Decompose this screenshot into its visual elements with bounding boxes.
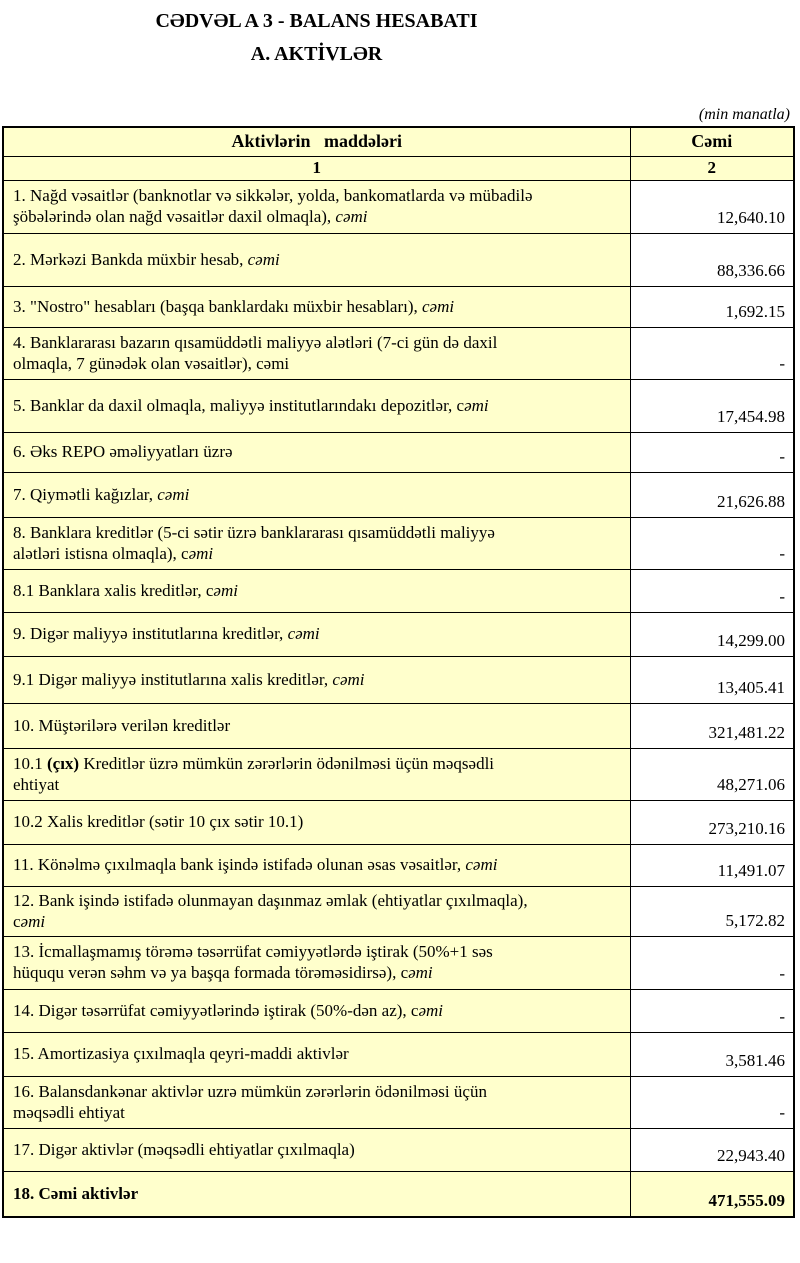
item-label-text: 10. Müştərilərə verilən kreditlər bbox=[13, 715, 231, 735]
item-label-text: cəmi bbox=[332, 669, 365, 689]
item-label-text: cəmi bbox=[422, 296, 455, 316]
table-row bbox=[3, 703, 794, 748]
item-label-cell bbox=[3, 989, 630, 1032]
item-label-cell bbox=[3, 327, 630, 379]
table-row bbox=[3, 327, 794, 379]
item-value-cell: 14,299.00 bbox=[630, 612, 794, 656]
item-label-cell bbox=[3, 800, 630, 844]
table-row bbox=[3, 233, 794, 286]
item-value-cell: 11,491.07 bbox=[630, 844, 794, 886]
table-row bbox=[3, 1076, 794, 1128]
item-label-cell bbox=[3, 612, 630, 656]
title-block bbox=[2, 5, 631, 71]
item-label-text: Kreditlər üzrə mümkün zərərlərin ödənilməsi üçün məqsədli bbox=[79, 753, 495, 773]
item-value-cell: 88,336.66 bbox=[630, 233, 794, 286]
item-label-cell bbox=[3, 1171, 630, 1217]
item-label-text: 4. Banklararası bazarın qısamüddətli maliyyə alətləri (7-ci gün də daxil bbox=[13, 332, 498, 352]
item-value-cell: - bbox=[630, 1076, 794, 1128]
item-label-text: 1. Nağd vəsaitlər (banknotlar və sikkələr, yolda, bankomatlarda və mübadilə bbox=[13, 186, 533, 205]
item-label-cell bbox=[3, 432, 630, 472]
report-title: CƏDVƏL A 3 - BALANS HESABATI bbox=[155, 10, 478, 32]
item-value-cell: 1,692.15 bbox=[630, 286, 794, 327]
table-row bbox=[3, 936, 794, 989]
table-row bbox=[3, 286, 794, 327]
item-label-text: cəmi bbox=[247, 249, 280, 269]
item-value-cell: 321,481.22 bbox=[630, 703, 794, 748]
item-value-cell: 12,640.10 bbox=[630, 180, 794, 233]
item-label-text: 16. Balansdankənar aktivlər uzrə mümkün zərərlərin ödənilməsi üçün bbox=[13, 1081, 487, 1101]
item-label-text: hüququ verən səhm və ya başqa formada törəməsidirsə), c bbox=[13, 963, 409, 982]
table-row bbox=[3, 886, 794, 936]
col-header-total: Cəmi bbox=[630, 127, 794, 156]
unit-note: (min manatla) bbox=[698, 106, 790, 123]
item-value-cell: 48,271.06 bbox=[630, 748, 794, 800]
item-value-cell: 17,454.98 bbox=[630, 379, 794, 432]
table-row bbox=[3, 844, 794, 886]
item-value-cell: 22,943.40 bbox=[630, 1128, 794, 1171]
item-label-text: 17. Digər aktivlər (məqsədli ehtiyatlar çıxılmaqla) bbox=[13, 1139, 355, 1159]
item-label-text: 11. Könəlmə çıxılmaqla bank işində istifadə olunan əsas vəsaitlər, bbox=[13, 855, 466, 874]
item-label-cell bbox=[3, 569, 630, 612]
item-label-text: əmi bbox=[408, 963, 433, 982]
item-label-text: 14. Digər təsərrüfat cəmiyyətlərində iştirak (50%-dən az), c bbox=[13, 1000, 419, 1020]
table-row bbox=[3, 517, 794, 569]
item-value-cell: 471,555.09 bbox=[630, 1171, 794, 1217]
item-label-text: 8.1 Banklara xalis kreditlər, c bbox=[13, 580, 214, 600]
item-label-text: cəmi bbox=[287, 624, 320, 643]
item-label-text: 9.1 Digər maliyyə institutlarına xalis kreditlər, bbox=[13, 669, 333, 689]
item-label-text: 2. Mərkəzi Bankda müxbir hesab, bbox=[13, 249, 248, 269]
item-label-text: 7. Qiymətli kağızlar, bbox=[13, 484, 158, 504]
item-value-cell: - bbox=[630, 432, 794, 472]
item-value-cell: - bbox=[630, 517, 794, 569]
table-row bbox=[3, 989, 794, 1032]
item-label-text: cəmi bbox=[157, 484, 190, 504]
item-label-cell bbox=[3, 517, 630, 569]
item-label-cell bbox=[3, 379, 630, 432]
item-label-text: ehtiyat bbox=[13, 774, 60, 794]
table-row bbox=[3, 432, 794, 472]
item-label-cell bbox=[3, 886, 630, 936]
item-label-cell bbox=[3, 1128, 630, 1171]
item-label-cell bbox=[3, 748, 630, 800]
item-label-text: 10.1 bbox=[13, 753, 47, 773]
item-label-cell bbox=[3, 233, 630, 286]
item-label-cell bbox=[3, 1032, 630, 1076]
item-label-cell bbox=[3, 703, 630, 748]
item-label-text: 6. Əks REPO əməliyyatları üzrə bbox=[13, 442, 233, 461]
table-row bbox=[3, 748, 794, 800]
table-row bbox=[3, 1032, 794, 1076]
item-label-text: 8. Banklara kreditlər (5-ci sətir üzrə banklararası qısamüddətli maliyyə bbox=[13, 522, 495, 542]
table-row bbox=[3, 569, 794, 612]
report-subtitle: A. AKTİVLƏR bbox=[250, 43, 383, 65]
item-label-text: 10.2 Xalis kreditlər (sətir 10 çıx sətir 10.1) bbox=[13, 812, 304, 831]
table-header-row bbox=[3, 127, 794, 156]
item-label-cell bbox=[3, 1076, 630, 1128]
item-label-cell bbox=[3, 472, 630, 517]
item-value-cell: 13,405.41 bbox=[630, 656, 794, 703]
item-label-text: 12. Bank işində istifadə olunmayan daşınmaz əmlak (ehtiyatlar çıxılmaqla), bbox=[13, 890, 528, 910]
col-number-2: 2 bbox=[630, 156, 794, 180]
item-label-text: şöbələrində olan nağd vəsaitlər daxil olmaqla), bbox=[13, 207, 336, 226]
item-label-text: əmi bbox=[20, 911, 46, 931]
item-label-text: alətləri istisna olmaqla), c bbox=[13, 543, 189, 563]
item-value-cell: - bbox=[630, 936, 794, 989]
table-row bbox=[3, 800, 794, 844]
item-label-text: 3. "Nostro" hesabları (başqa banklardakı müxbir hesabları), bbox=[13, 296, 423, 316]
table-row bbox=[3, 180, 794, 233]
item-label-text: əmi bbox=[418, 1000, 444, 1020]
table-row bbox=[3, 656, 794, 703]
col-header-items: Aktivlərin maddələri bbox=[3, 127, 630, 156]
item-value-cell: 5,172.82 bbox=[630, 886, 794, 936]
item-label-text: əmi bbox=[464, 395, 489, 415]
item-label-text: olmaqla, 7 günədək olan vəsaitlər), cəmi bbox=[13, 353, 290, 373]
item-value-cell: 273,210.16 bbox=[630, 800, 794, 844]
item-label-cell bbox=[3, 936, 630, 989]
item-label-cell bbox=[3, 844, 630, 886]
item-label-cell bbox=[3, 656, 630, 703]
item-label-cell bbox=[3, 286, 630, 327]
item-label-text: cəmi bbox=[335, 207, 368, 226]
item-label-text: cəmi bbox=[465, 855, 498, 874]
balance-sheet-page bbox=[0, 5, 800, 1218]
item-value-cell: - bbox=[630, 569, 794, 612]
item-label-text: 18. Cəmi aktivlər bbox=[13, 1183, 139, 1203]
item-label-text: əmi bbox=[188, 543, 214, 563]
table-row bbox=[3, 379, 794, 432]
item-label-text: əmi bbox=[213, 580, 238, 600]
item-label-text: 15. Amortizasiya çıxılmaqla qeyri-maddi aktivlər bbox=[13, 1044, 349, 1063]
item-label-text: (çıx) bbox=[47, 753, 80, 773]
table-row bbox=[3, 612, 794, 656]
assets-table bbox=[2, 126, 795, 1218]
item-label-text: məqsədli ehtiyat bbox=[13, 1102, 125, 1122]
col-number-1: 1 bbox=[3, 156, 630, 180]
item-value-cell: - bbox=[630, 327, 794, 379]
item-label-cell bbox=[3, 180, 630, 233]
item-label-text: c bbox=[13, 911, 21, 931]
table-row bbox=[3, 1171, 794, 1217]
item-value-cell: 21,626.88 bbox=[630, 472, 794, 517]
table-row bbox=[3, 1128, 794, 1171]
table-row bbox=[3, 472, 794, 517]
item-label-text: 9. Digər maliyyə institutlarına kreditlər, bbox=[13, 624, 288, 643]
item-label-text: 13. İcmallaşmamış törəmə təsərrüfat cəmiyyətlərdə iştirak (50%+1 səs bbox=[13, 942, 493, 961]
item-label-text: 5. Banklar da daxil olmaqla, maliyyə institutlarındakı depozitlər, c bbox=[13, 395, 465, 415]
item-value-cell: 3,581.46 bbox=[630, 1032, 794, 1076]
item-value-cell: - bbox=[630, 989, 794, 1032]
table-column-number-row bbox=[3, 156, 794, 180]
